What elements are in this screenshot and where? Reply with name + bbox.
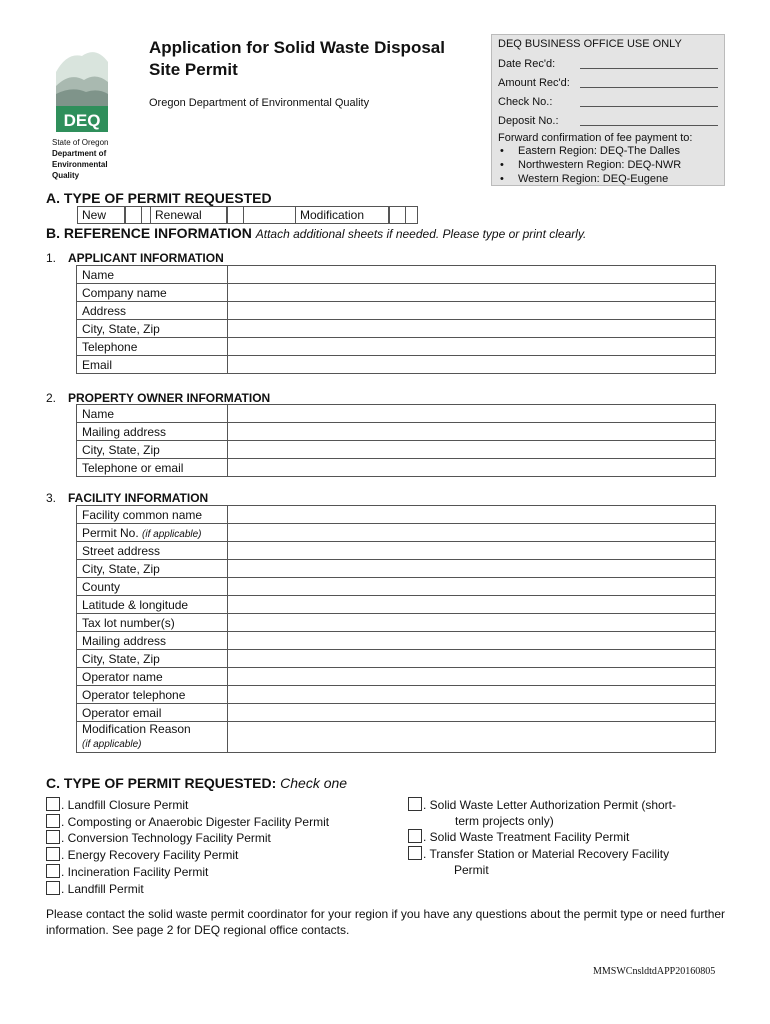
owner-contact-field[interactable] bbox=[228, 459, 716, 477]
deq-logo bbox=[52, 42, 112, 134]
table-row bbox=[77, 560, 716, 578]
table-row bbox=[77, 320, 716, 338]
office-forward-text: Forward confirmation of fee payment to: bbox=[498, 132, 693, 144]
section-c-note: Check one bbox=[280, 775, 348, 791]
facility-table bbox=[76, 505, 716, 753]
permit-type-bar bbox=[77, 206, 418, 224]
permit-option bbox=[46, 881, 386, 898]
field-label: Operator email bbox=[77, 704, 228, 722]
region-item: • Eastern Region: DEQ-The Dalles bbox=[518, 144, 718, 158]
permit-option-label: . Solid Waste Letter Authorization Permit (short- bbox=[423, 798, 676, 812]
owner-name-field[interactable] bbox=[228, 405, 716, 423]
tax-lot-field[interactable] bbox=[228, 614, 716, 632]
logo-caption-line: Department of bbox=[52, 149, 107, 158]
office-field-line[interactable] bbox=[580, 58, 718, 69]
modification-reason-field[interactable] bbox=[228, 722, 716, 753]
region-list bbox=[498, 144, 718, 186]
table-row bbox=[77, 302, 716, 320]
region-item: • Northwestern Region: DEQ-NWR bbox=[518, 158, 718, 172]
email-field[interactable] bbox=[228, 356, 716, 374]
owner-heading: PROPERTY OWNER INFORMATION bbox=[68, 391, 271, 405]
county-field[interactable] bbox=[228, 578, 716, 596]
table-row bbox=[77, 596, 716, 614]
field-label: City, State, Zip bbox=[77, 441, 228, 459]
logo-text: DEQ bbox=[63, 111, 101, 130]
permit-option-label: . Transfer Station or Material Recovery Facility bbox=[423, 847, 670, 862]
permit-option-label: . Landfill Permit bbox=[61, 881, 144, 896]
operator-name-field[interactable] bbox=[228, 668, 716, 686]
field-label: Telephone bbox=[77, 338, 228, 356]
field-label-text: Modification Reason bbox=[82, 722, 191, 736]
field-label: County bbox=[77, 578, 228, 596]
field-label: Operator name bbox=[77, 668, 228, 686]
permit-bar-spacer bbox=[244, 206, 296, 224]
permit-option-label: Modification bbox=[296, 206, 389, 224]
table-row bbox=[77, 650, 716, 668]
landfill-closure-checkbox[interactable] bbox=[46, 797, 60, 811]
permit-option-label: . Conversion Technology Facility Permit bbox=[61, 831, 271, 846]
composting-checkbox[interactable] bbox=[46, 814, 60, 828]
permit-bar-spacer bbox=[406, 206, 418, 224]
agency-name: Oregon Department of Environmental Quality bbox=[149, 97, 370, 109]
field-label: Telephone or email bbox=[77, 459, 228, 477]
section-a-heading: A. TYPE OF PERMIT REQUESTED bbox=[46, 190, 272, 206]
field-label: Tax lot number(s) bbox=[77, 614, 228, 632]
table-row bbox=[77, 686, 716, 704]
city-state-zip-field[interactable] bbox=[228, 320, 716, 338]
permit-option-label: . Incineration Facility Permit bbox=[61, 864, 209, 879]
permit-number-field[interactable] bbox=[228, 524, 716, 542]
permit-options-right bbox=[408, 797, 728, 879]
facility-number: 3. bbox=[46, 491, 57, 505]
field-label bbox=[77, 524, 228, 542]
region-item: • Western Region: DEQ-Eugene bbox=[518, 172, 718, 186]
permit-option-label-cont: Permit bbox=[454, 862, 489, 877]
office-field-label: Amount Rec'd: bbox=[498, 76, 570, 89]
lat-long-field[interactable] bbox=[228, 596, 716, 614]
owner-mailing-field[interactable] bbox=[228, 423, 716, 441]
operator-telephone-field[interactable] bbox=[228, 686, 716, 704]
street-address-field[interactable] bbox=[228, 542, 716, 560]
energy-recovery-checkbox[interactable] bbox=[46, 847, 60, 861]
applicant-number: 1. bbox=[46, 251, 57, 265]
permit-option bbox=[46, 864, 386, 881]
field-label: Mailing address bbox=[77, 423, 228, 441]
table-row bbox=[77, 668, 716, 686]
section-b-note: Attach additional sheets if needed. Please type or print clearly. bbox=[255, 227, 587, 241]
title-line: Site Permit bbox=[149, 60, 238, 79]
permit-option-label: . Composting or Anaerobic Digester Facility Permit bbox=[61, 814, 330, 829]
field-label bbox=[77, 722, 228, 753]
field-label: Operator telephone bbox=[77, 686, 228, 704]
permit-option bbox=[408, 797, 728, 814]
owner-number: 2. bbox=[46, 391, 57, 405]
permit-option bbox=[46, 847, 386, 864]
logo-caption-line: Quality bbox=[52, 171, 80, 180]
field-label: Address bbox=[77, 302, 228, 320]
table-row bbox=[77, 578, 716, 596]
permit-options-left bbox=[46, 797, 386, 897]
office-use-box bbox=[491, 34, 725, 186]
field-label: Street address bbox=[77, 542, 228, 560]
section-c-title: C. TYPE OF PERMIT REQUESTED: bbox=[46, 775, 277, 791]
facility-heading: FACILITY INFORMATION bbox=[68, 491, 209, 505]
office-field-line[interactable] bbox=[580, 96, 718, 107]
table-row bbox=[77, 405, 716, 423]
owner-city-field[interactable] bbox=[228, 441, 716, 459]
permit-option-label: . Landfill Closure Permit bbox=[61, 798, 189, 812]
section-b-title: B. REFERENCE INFORMATION bbox=[46, 225, 252, 241]
table-row bbox=[77, 459, 716, 477]
office-field-label: Check No.: bbox=[498, 95, 553, 108]
field-label: City, State, Zip bbox=[77, 320, 228, 338]
table-row bbox=[77, 542, 716, 560]
form-code: MMSWCnsldtdAPP20160805 bbox=[593, 966, 716, 977]
permit-option bbox=[46, 814, 386, 831]
field-label: Name bbox=[77, 405, 228, 423]
permit-option-label: . Solid Waste Treatment Facility Permit bbox=[423, 830, 630, 845]
permit-option-label: Renewal bbox=[151, 206, 227, 224]
treatment-facility-checkbox[interactable] bbox=[408, 829, 422, 843]
applicant-table bbox=[76, 265, 716, 374]
permit-bar-spacer bbox=[142, 206, 151, 224]
table-row bbox=[77, 266, 716, 284]
permit-option-label: New bbox=[77, 206, 125, 224]
permit-option bbox=[408, 829, 728, 846]
field-label: Email bbox=[77, 356, 228, 374]
letter-authorization-checkbox[interactable] bbox=[408, 797, 422, 811]
permit-option-label: . Energy Recovery Facility Permit bbox=[61, 848, 239, 863]
logo-caption-line: State of Oregon bbox=[52, 138, 109, 147]
new-checkbox[interactable] bbox=[125, 206, 142, 224]
incineration-checkbox[interactable] bbox=[46, 864, 60, 878]
permit-option bbox=[408, 846, 728, 863]
title-line: Application for Solid Waste Disposal bbox=[149, 38, 445, 57]
permit-option-label-cont: term projects only) bbox=[455, 813, 554, 828]
table-row bbox=[77, 722, 716, 753]
field-label: Facility common name bbox=[77, 506, 228, 524]
facility-name-field[interactable] bbox=[228, 506, 716, 524]
permit-option bbox=[46, 830, 386, 847]
field-label: City, State, Zip bbox=[77, 650, 228, 668]
transfer-station-checkbox[interactable] bbox=[408, 846, 422, 860]
table-row bbox=[77, 356, 716, 374]
office-field-label: Date Rec'd: bbox=[498, 57, 556, 70]
office-field-line[interactable] bbox=[580, 115, 718, 126]
section-b-heading bbox=[46, 225, 586, 241]
table-row bbox=[77, 284, 716, 302]
page-title bbox=[149, 37, 479, 81]
table-row bbox=[77, 632, 716, 650]
modification-checkbox[interactable] bbox=[389, 206, 406, 224]
address-field[interactable] bbox=[228, 302, 716, 320]
logo-caption-line: Environmental bbox=[52, 160, 108, 169]
landfill-permit-checkbox[interactable] bbox=[46, 881, 60, 895]
table-row bbox=[77, 338, 716, 356]
contact-note: Please contact the solid waste permit coordinator for your region if you have any questions about the permit type or need further information. See page 2 for DEQ regional office contacts. bbox=[46, 907, 726, 937]
section-c-heading bbox=[46, 775, 347, 791]
applicant-heading: APPLICANT INFORMATION bbox=[68, 251, 224, 265]
facility-mailing-field[interactable] bbox=[228, 632, 716, 650]
field-label-text: Permit No. bbox=[82, 525, 139, 540]
conversion-tech-checkbox[interactable] bbox=[46, 830, 60, 844]
field-note: (if applicable) bbox=[142, 528, 202, 540]
field-label: Name bbox=[77, 266, 228, 284]
table-row bbox=[77, 614, 716, 632]
office-field-label: Deposit No.: bbox=[498, 114, 559, 127]
table-row bbox=[77, 423, 716, 441]
field-label: Latitude & longitude bbox=[77, 596, 228, 614]
field-label: Mailing address bbox=[77, 632, 228, 650]
field-label: Company name bbox=[77, 284, 228, 302]
owner-table bbox=[76, 404, 716, 477]
field-note: (if applicable) bbox=[82, 739, 142, 750]
field-label: City, State, Zip bbox=[77, 560, 228, 578]
table-row bbox=[77, 524, 716, 542]
table-row bbox=[77, 704, 716, 722]
renewal-checkbox[interactable] bbox=[227, 206, 244, 224]
logo-caption bbox=[52, 137, 132, 181]
applicant-name-field[interactable] bbox=[228, 266, 716, 284]
table-row bbox=[77, 506, 716, 524]
office-field-line[interactable] bbox=[580, 77, 718, 88]
office-heading: DEQ BUSINESS OFFICE USE ONLY bbox=[498, 38, 682, 50]
permit-option bbox=[46, 797, 386, 814]
facility-mailing-city-field[interactable] bbox=[228, 650, 716, 668]
telephone-field[interactable] bbox=[228, 338, 716, 356]
facility-city-field[interactable] bbox=[228, 560, 716, 578]
company-name-field[interactable] bbox=[228, 284, 716, 302]
table-row bbox=[77, 441, 716, 459]
operator-email-field[interactable] bbox=[228, 704, 716, 722]
